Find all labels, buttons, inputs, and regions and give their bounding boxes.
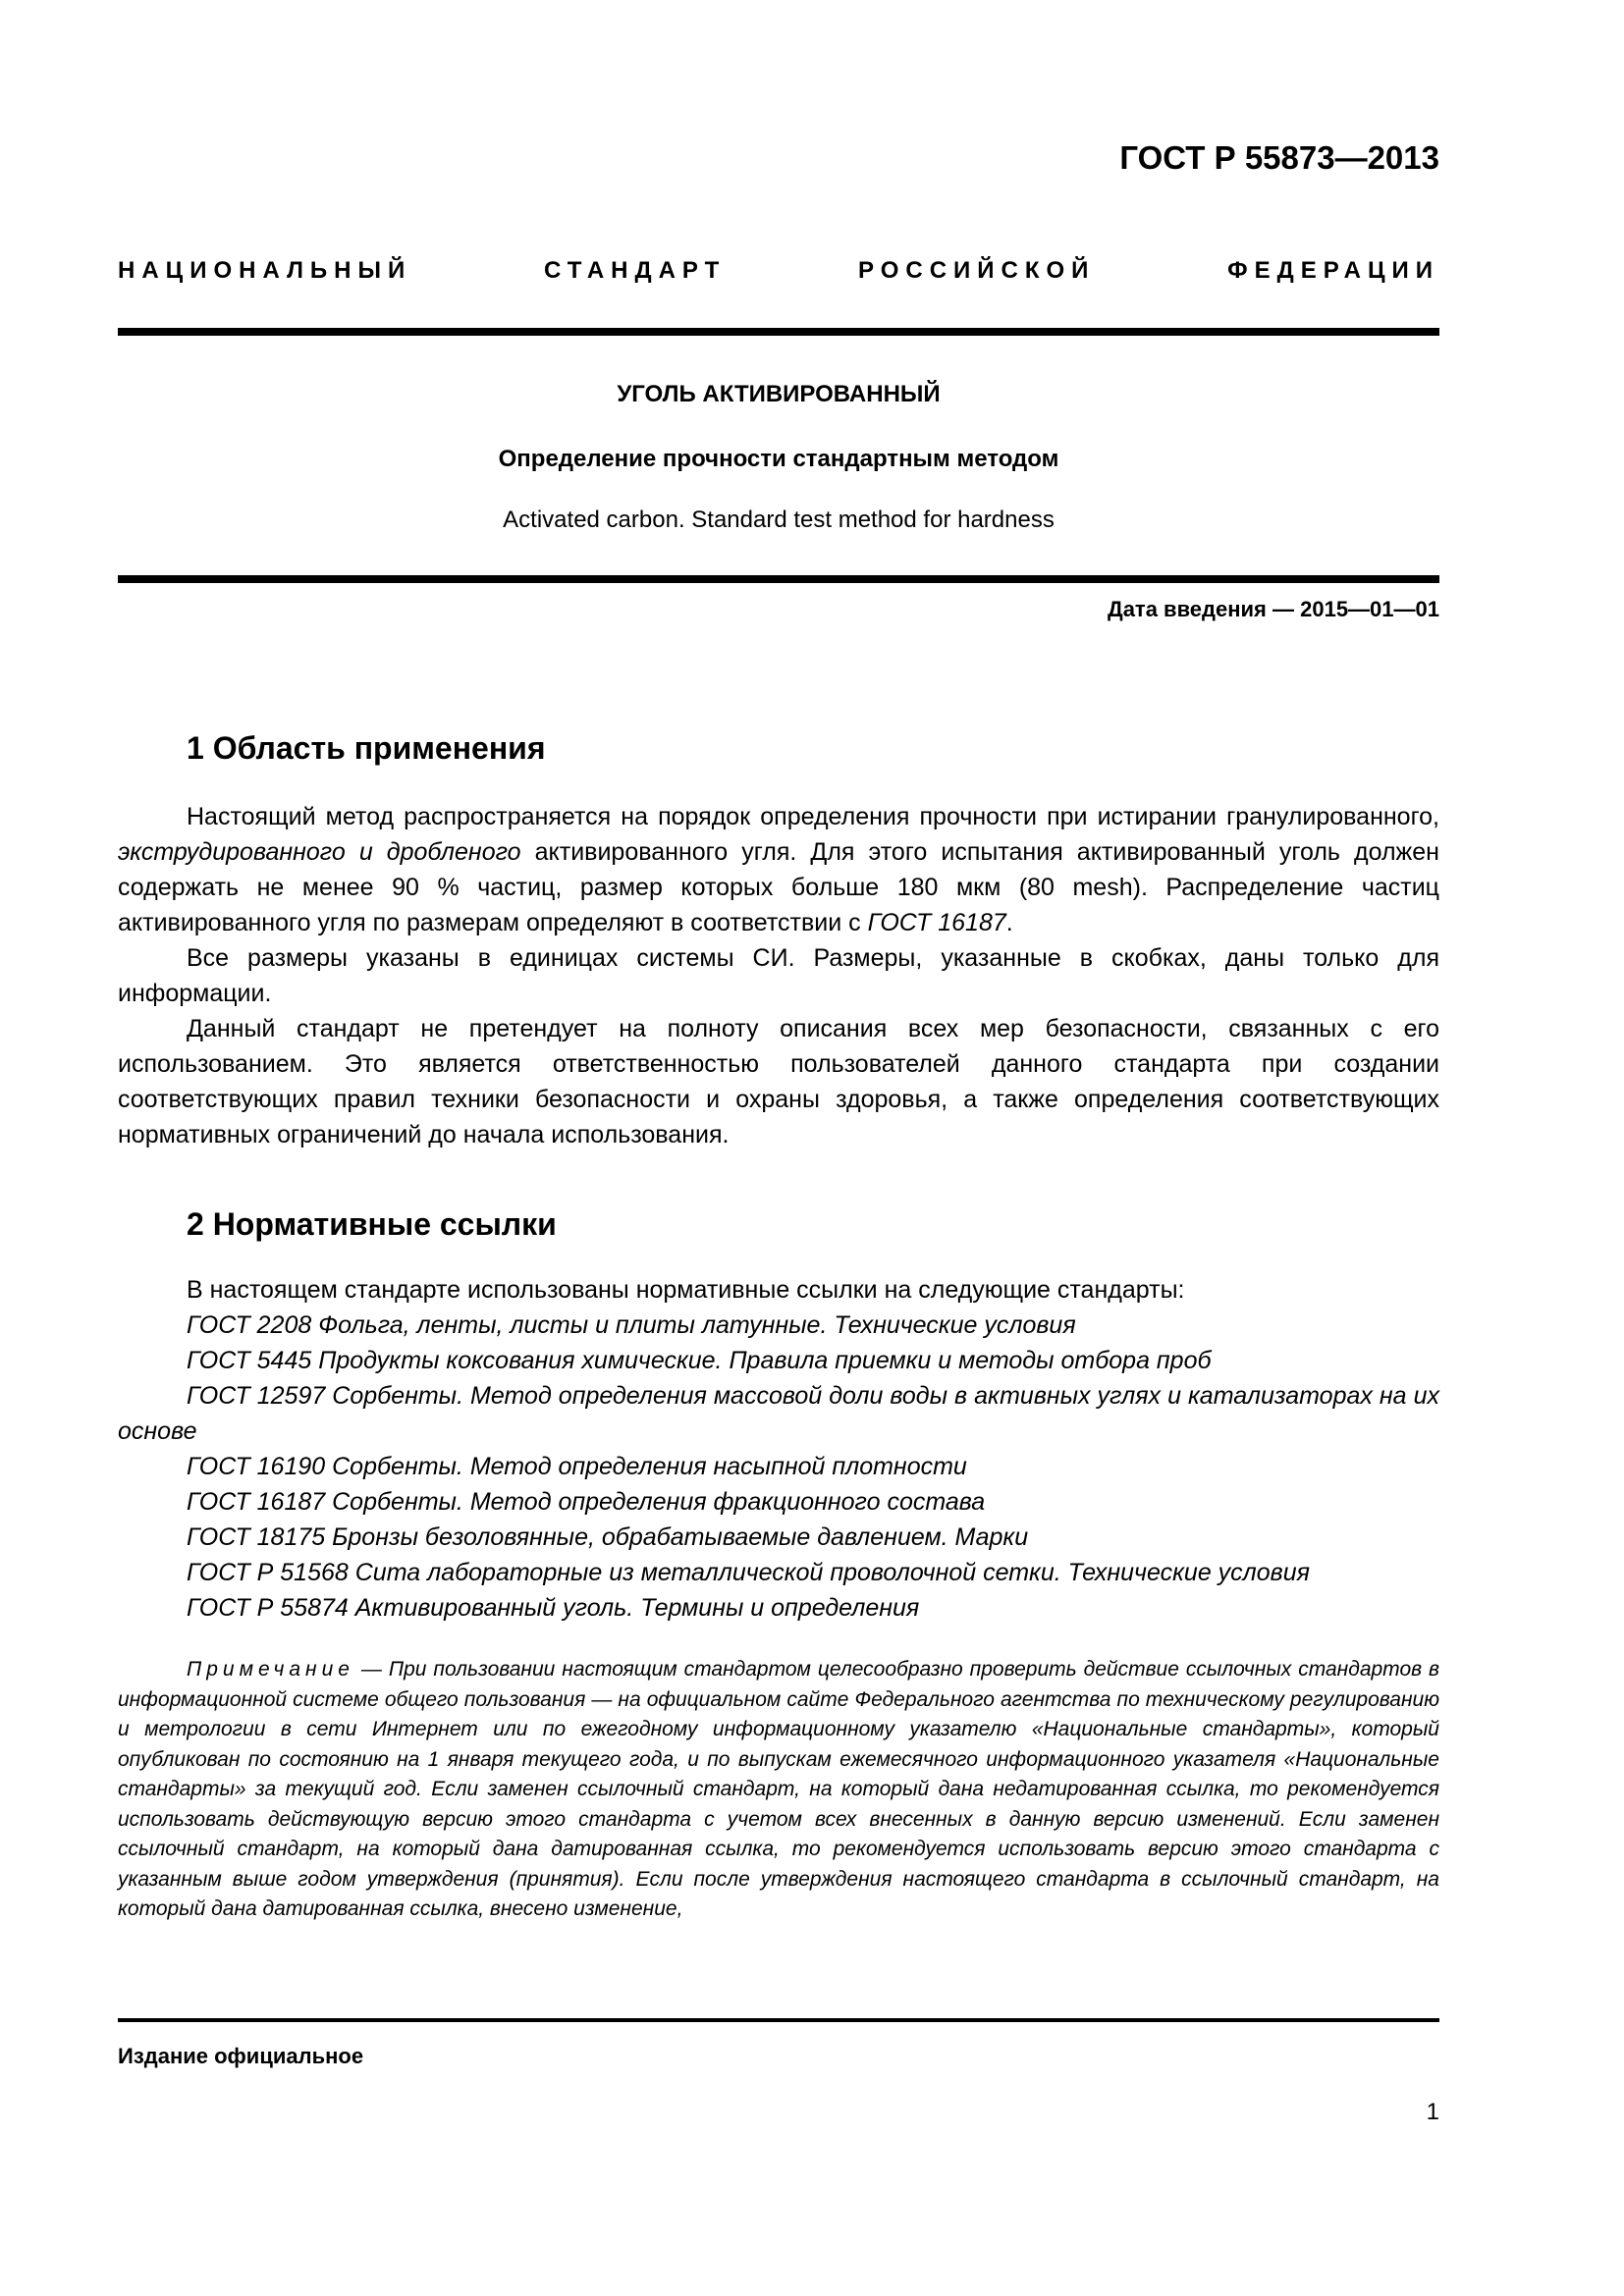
section-1-paragraph-2 — [118, 940, 1439, 1011]
p1-text-d: ГОСТ 16187 — [867, 909, 1006, 936]
reference-text: ГОСТ 5445 Продукты коксования химические. Правила приемки и методы отбора проб — [187, 1347, 1212, 1374]
reference-text: ГОСТ 18175 Бронзы безоловянные, обрабатываемые давлением. Марки — [187, 1523, 1029, 1551]
reference-text: ГОСТ Р 55874 Активированный уголь. Термины и определения — [187, 1594, 920, 1622]
footer-rule — [118, 2018, 1439, 2022]
document-english-title: Activated carbon. Standard test method for hardness — [503, 507, 1055, 533]
reference-item — [118, 1378, 1439, 1449]
section-2-heading: 2 Нормативные ссылки — [187, 1206, 557, 1242]
reference-item — [118, 1520, 1439, 1555]
reference-item — [118, 1484, 1439, 1520]
page-number: 1 — [1426, 2099, 1439, 2125]
section-2-intro — [118, 1272, 1439, 1308]
references-note — [118, 1655, 1439, 1925]
organization-title: НАЦИОНАЛЬНЫЙ СТАНДАРТ РОССИЙСКОЙ ФЕДЕРАЦИИ — [118, 257, 1439, 284]
p1-text-c: активированного угля. Для этого испытания активированный уголь должен содержать не менее 90 % частиц, размер которых больше 180 мкм (80 mesh). Распределение частиц активированного угля по размерам определяют в соответствии с — [118, 838, 1439, 936]
p2-text: Все размеры указаны в единицах системы СИ. Размеры, указанные в скобках, даны только для информации. — [118, 944, 1439, 1007]
top-rule — [118, 328, 1439, 336]
edition-label: Издание официальное — [118, 2044, 364, 2068]
note-text: — При пользовании настоящим стандартом целесообразно проверить действие ссылочных стандартов в информационной системе общего пользования — на официальном сайте Федерального агентства по техническому регулированию и метрологии в сети Интернет или по ежегодному информационному указателю «Национальные стандарты», который опубликован по состоянию на 1 января текущего года, и по выпускам ежемесячного информационного указателя «Национальные стандарты» за текущий год. Если заменен ссылочный стандарт, на который дана недатированная ссылка, то рекомендуется использовать действующую версию этого стандарта с учетом всех внесенных в данную версию изменений. Если заменен ссылочный стандарт, на который дана датированная ссылка, то рекомендуется использовать версию этого стандарта с указанным выше годом утверждения (принятия). Если после утверждения настоящего стандарта в ссылочный стандарт, на который дана датированная ссылка, внесено изменение, — [118, 1658, 1439, 1920]
section-1-paragraph-3 — [118, 1011, 1439, 1152]
p1-text-b: экструдированного и дробленого — [118, 838, 521, 866]
reference-item — [118, 1449, 1439, 1484]
reference-item — [118, 1343, 1439, 1378]
reference-text: ГОСТ 16190 Сорбенты. Метод определения насыпной плотности — [187, 1453, 967, 1480]
reference-item — [118, 1590, 1439, 1626]
reference-text: ГОСТ Р 51568 Сита лабораторные из металлической проволочной сетки. Технические условия — [187, 1559, 1310, 1586]
p1-text-e: . — [1005, 909, 1013, 936]
section-2-intro-text: В настоящем стандарте использованы нормативные ссылки на следующие стандарты: — [187, 1276, 1185, 1304]
reference-text: ГОСТ 16187 Сорбенты. Метод определения фракционного состава — [187, 1488, 986, 1516]
reference-item — [118, 1555, 1439, 1590]
section-1-paragraph-1 — [118, 799, 1439, 940]
p3-text: Данный стандарт не претендует на полноту описания всех мер безопасности, связанных с его использованием. Это является ответственностью пользователей данного стандарта при создании соответствующих правил техники безопасности и охраны здоровья, а также определения соответствующих нормативных ограничений до начала использования. — [118, 1015, 1439, 1148]
reference-text: ГОСТ 12597 Сорбенты. Метод определения массовой доли воды в активных углях и катализаторах на их основе — [118, 1382, 1439, 1445]
reference-text: ГОСТ 2208 Фольга, ленты, листы и плиты латунные. Технические условия — [187, 1311, 1076, 1339]
p1-text-a: Настоящий метод распространяется на порядок определения прочности при истирании гранулированного, — [187, 803, 1439, 830]
standard-code: ГОСТ Р 55873—2013 — [1119, 139, 1439, 176]
introduction-date: Дата введения — 2015—01—01 — [1108, 597, 1439, 621]
title-bottom-rule — [118, 575, 1439, 583]
document-title: УГОЛЬ АКТИВИРОВАННЫЙ — [617, 381, 941, 407]
document-subtitle: Определение прочности стандартным методом — [498, 446, 1059, 472]
reference-item — [118, 1308, 1439, 1343]
note-label: Примечание — [187, 1658, 354, 1681]
section-1-heading: 1 Область применения — [187, 730, 546, 766]
